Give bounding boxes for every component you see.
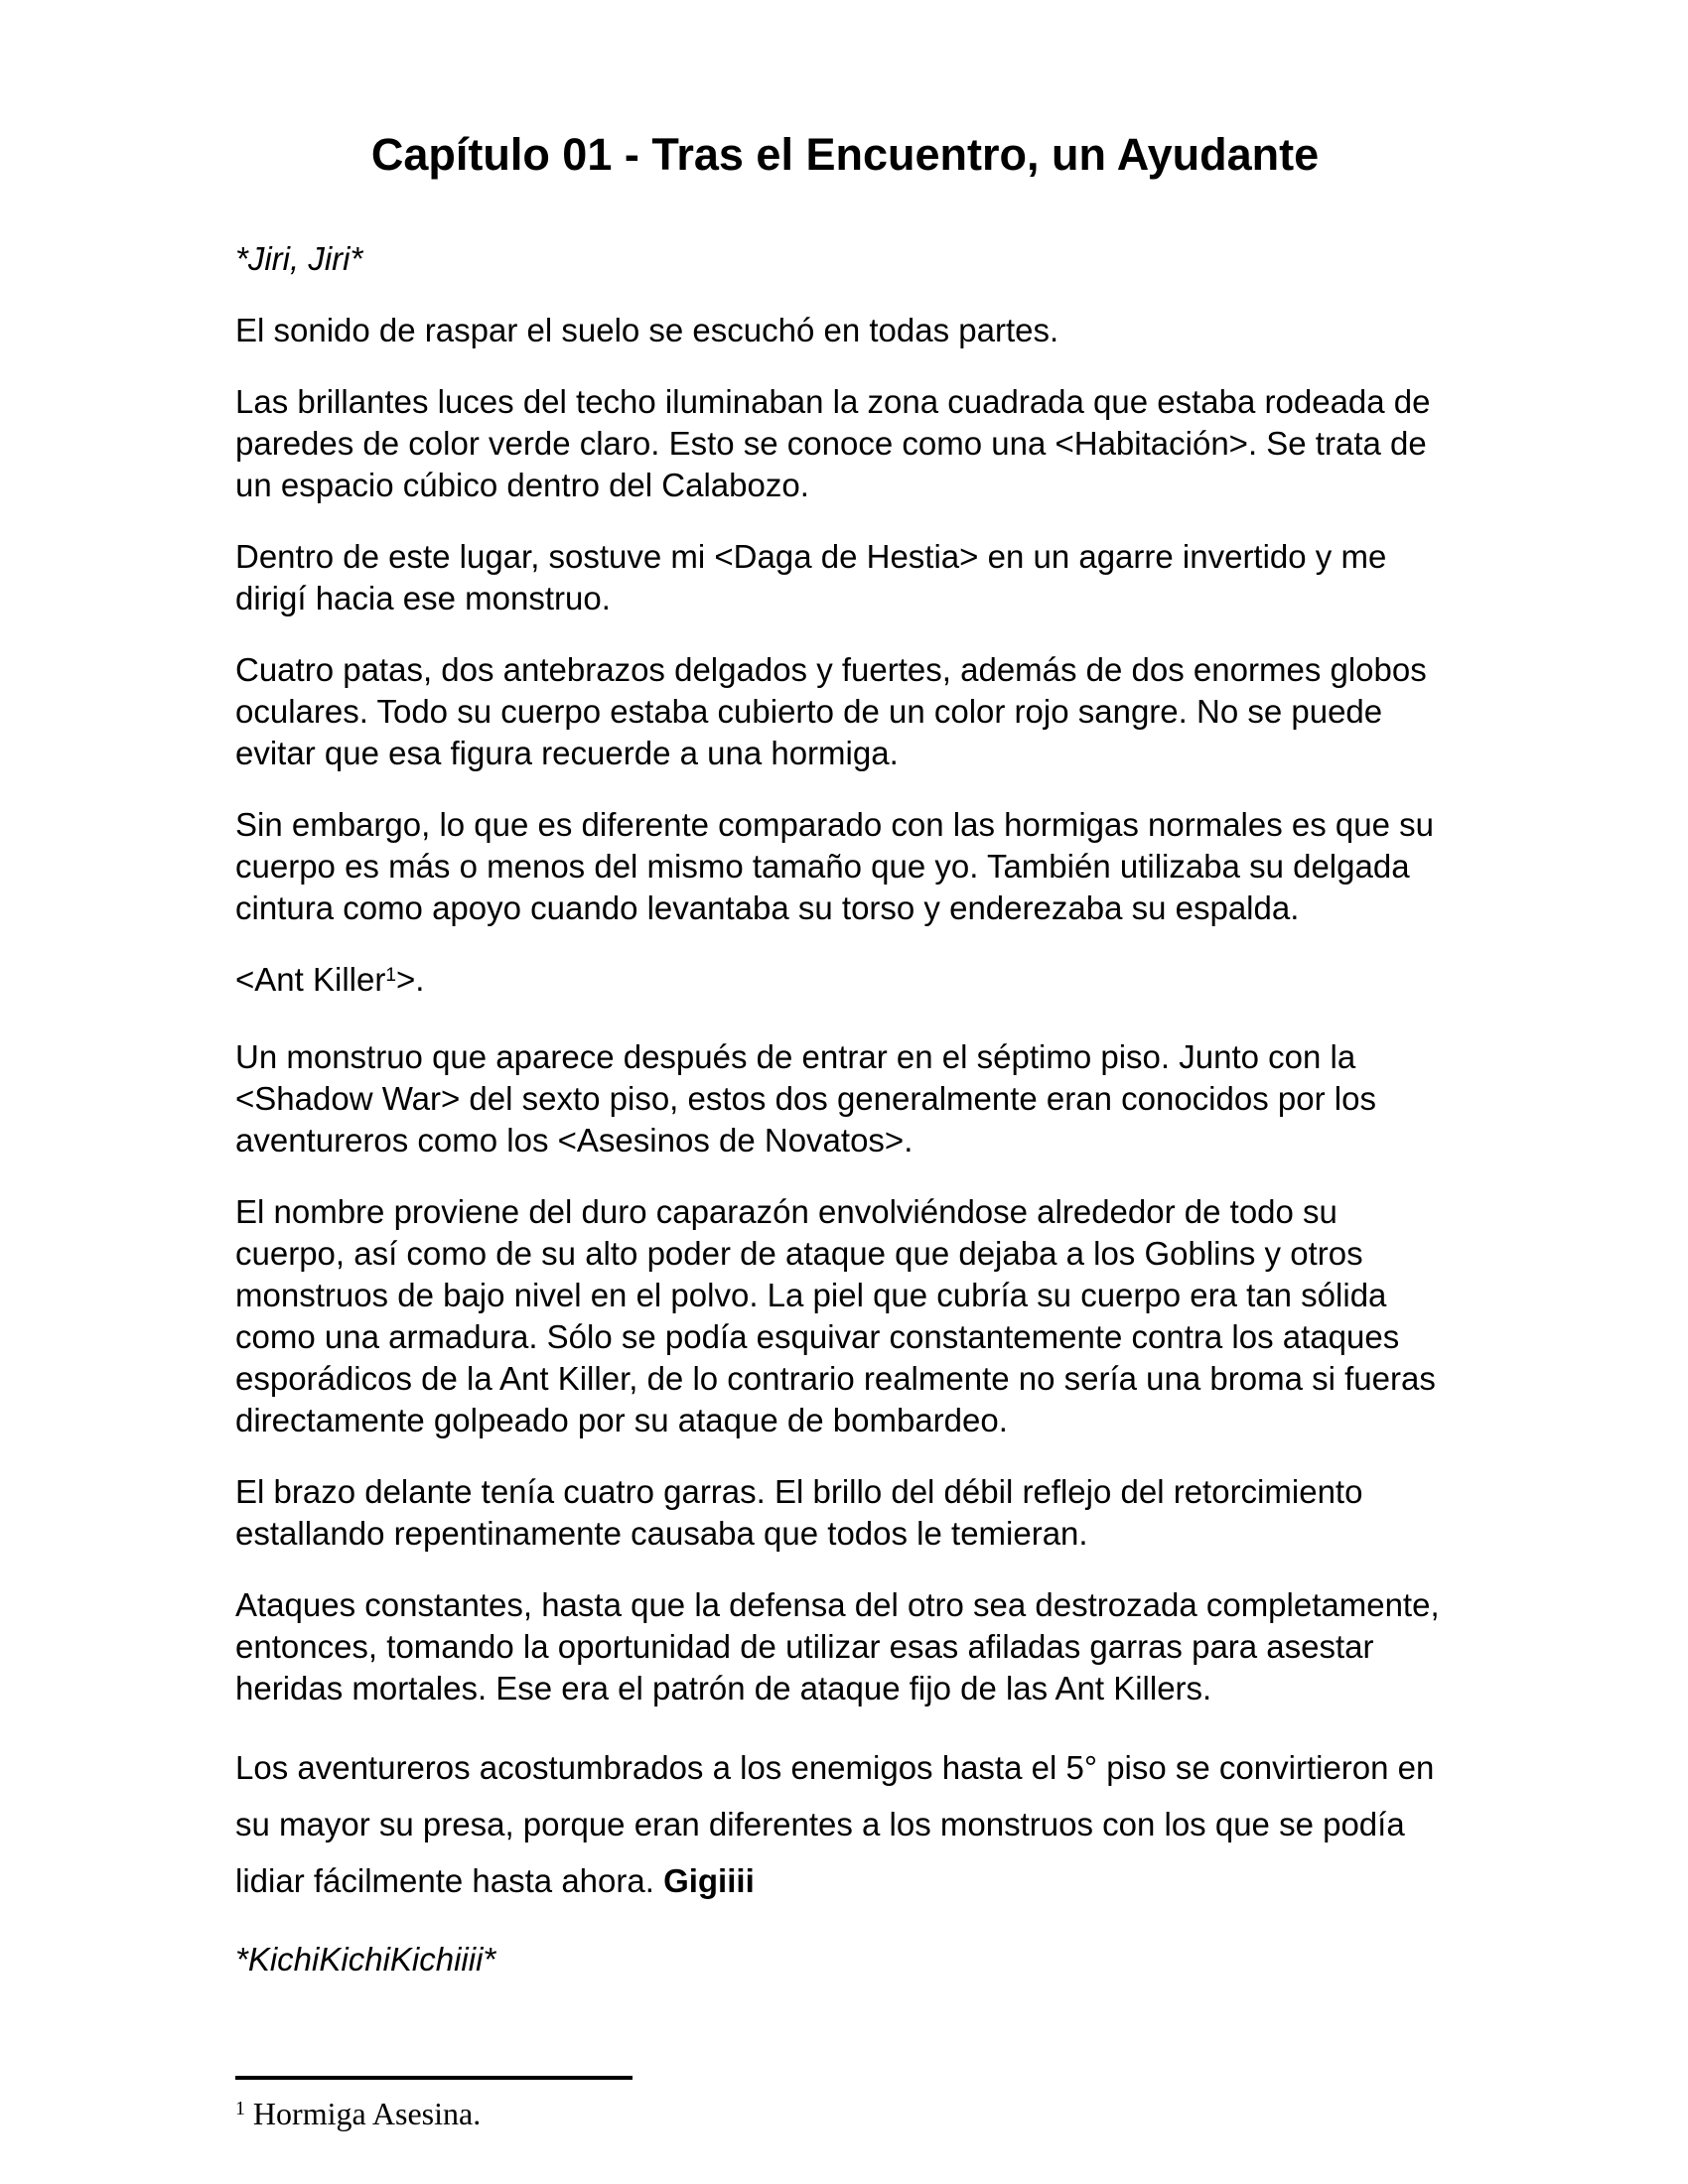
chapter-title: Capítulo 01 - Tras el Encuentro, un Ayudante <box>370 129 1320 180</box>
text-run: Los aventureros acostumbrados a los enemigos hasta el 5° piso se convirtieron en su mayor su presa, porque eran diferentes a los monstruos con los que se podía lidiar fácilmente hasta ahora. <box>235 1749 1435 1899</box>
text-run: El brazo delante tenía cuatro garras. El brillo del débil reflejo del retorcimiento estallando repentinamente causaba que todos le temieran. <box>235 1473 1363 1552</box>
paragraph-sin-embargo <box>235 804 1455 929</box>
paragraph-sonido <box>235 310 1455 351</box>
text-run: *KichiKichiKichiiii* <box>235 1941 496 1978</box>
paragraph-cuatro-patas <box>235 649 1455 774</box>
paragraph-ataques-constantes <box>235 1584 1455 1709</box>
paragraph-ant-killer <box>235 959 1455 1007</box>
paragraph-sfx-jiri <box>235 238 1455 280</box>
footnote-reference: 1 <box>385 965 396 987</box>
text-run: >. <box>395 961 425 998</box>
text-run: Dentro de este lugar, sostuve mi <Daga de Hestia> en un agarre invertido y me dirigí hacia ese monstruo. <box>235 538 1387 616</box>
footnote-section <box>235 2076 1455 2138</box>
text-run: Ataques constantes, hasta que la defensa del otro sea destrozada completamente, entonces, tomando la oportunidad de utilizar esas afiladas garras para asestar heridas mortales. Ese era el patrón de ataque fijo de las Ant Killers. <box>235 1586 1440 1706</box>
paragraph-sfx-kichi <box>235 1939 1455 1980</box>
footnote-marker: 1 <box>235 2098 245 2120</box>
text-run: *Jiri, Jiri* <box>235 240 363 277</box>
footnote-divider <box>235 2076 633 2080</box>
text-run: Un monstruo que aparece después de entrar en el séptimo piso. Junto con la <Shadow War> del sexto piso, estos dos generalmente eran conocidos por los aventureros como los <Asesinos de Novatos>. <box>235 1038 1376 1159</box>
text-run: <Ant Killer <box>235 961 386 998</box>
footnote-label: Hormiga Asesina. <box>252 2096 482 2131</box>
text-run: Cuatro patas, dos antebrazos delgados y fuertes, además de dos enormes globos oculares. Todo su cuerpo estaba cubierto de un color rojo sangre. No se puede evitar que esa figura recuerde a una hormiga. <box>235 651 1427 771</box>
text-run: Las brillantes luces del techo iluminaban la zona cuadrada que estaba rodeada de paredes de color verde claro. Esto se conoce como una <Habitación>. Se trata de un espacio cúbico dentro del Calabozo. <box>235 383 1431 503</box>
paragraph-el-brazo <box>235 1471 1455 1555</box>
text-run: Sin embargo, lo que es diferente comparado con las hormigas normales es que su cuerpo es más o menos del mismo tamaño que yo. También utilizaba su delgada cintura como apoyo cuando levantaba su torso y enderezaba su espalda. <box>235 806 1435 926</box>
paragraph-el-nombre <box>235 1191 1455 1441</box>
text-run: El nombre proviene del duro caparazón envolviéndose alrededor de todo su cuerpo, así como de su alto poder de ataque que dejaba a los Goblins y otros monstruos de bajo nivel en el polvo. La piel que cubría su cuerpo era tan sólida como una armadura. Sólo se podía esquivar constantemente contra los ataques esporádicos de la Ant Killer, de lo contrario realmente no sería una broma si fueras directamente golpeado por su ataque de bombardeo. <box>235 1193 1436 1438</box>
paragraph-habitacion <box>235 381 1455 506</box>
footnote <box>235 2094 1455 2138</box>
paragraph-un-monstruo <box>235 1036 1455 1161</box>
text-run-bold: Gigiiii <box>663 1862 755 1899</box>
text-run: El sonido de raspar el suelo se escuchó en todas partes. <box>235 312 1059 348</box>
paragraph-daga-hestia <box>235 536 1455 619</box>
paragraph-los-aventureros <box>235 1739 1455 1909</box>
